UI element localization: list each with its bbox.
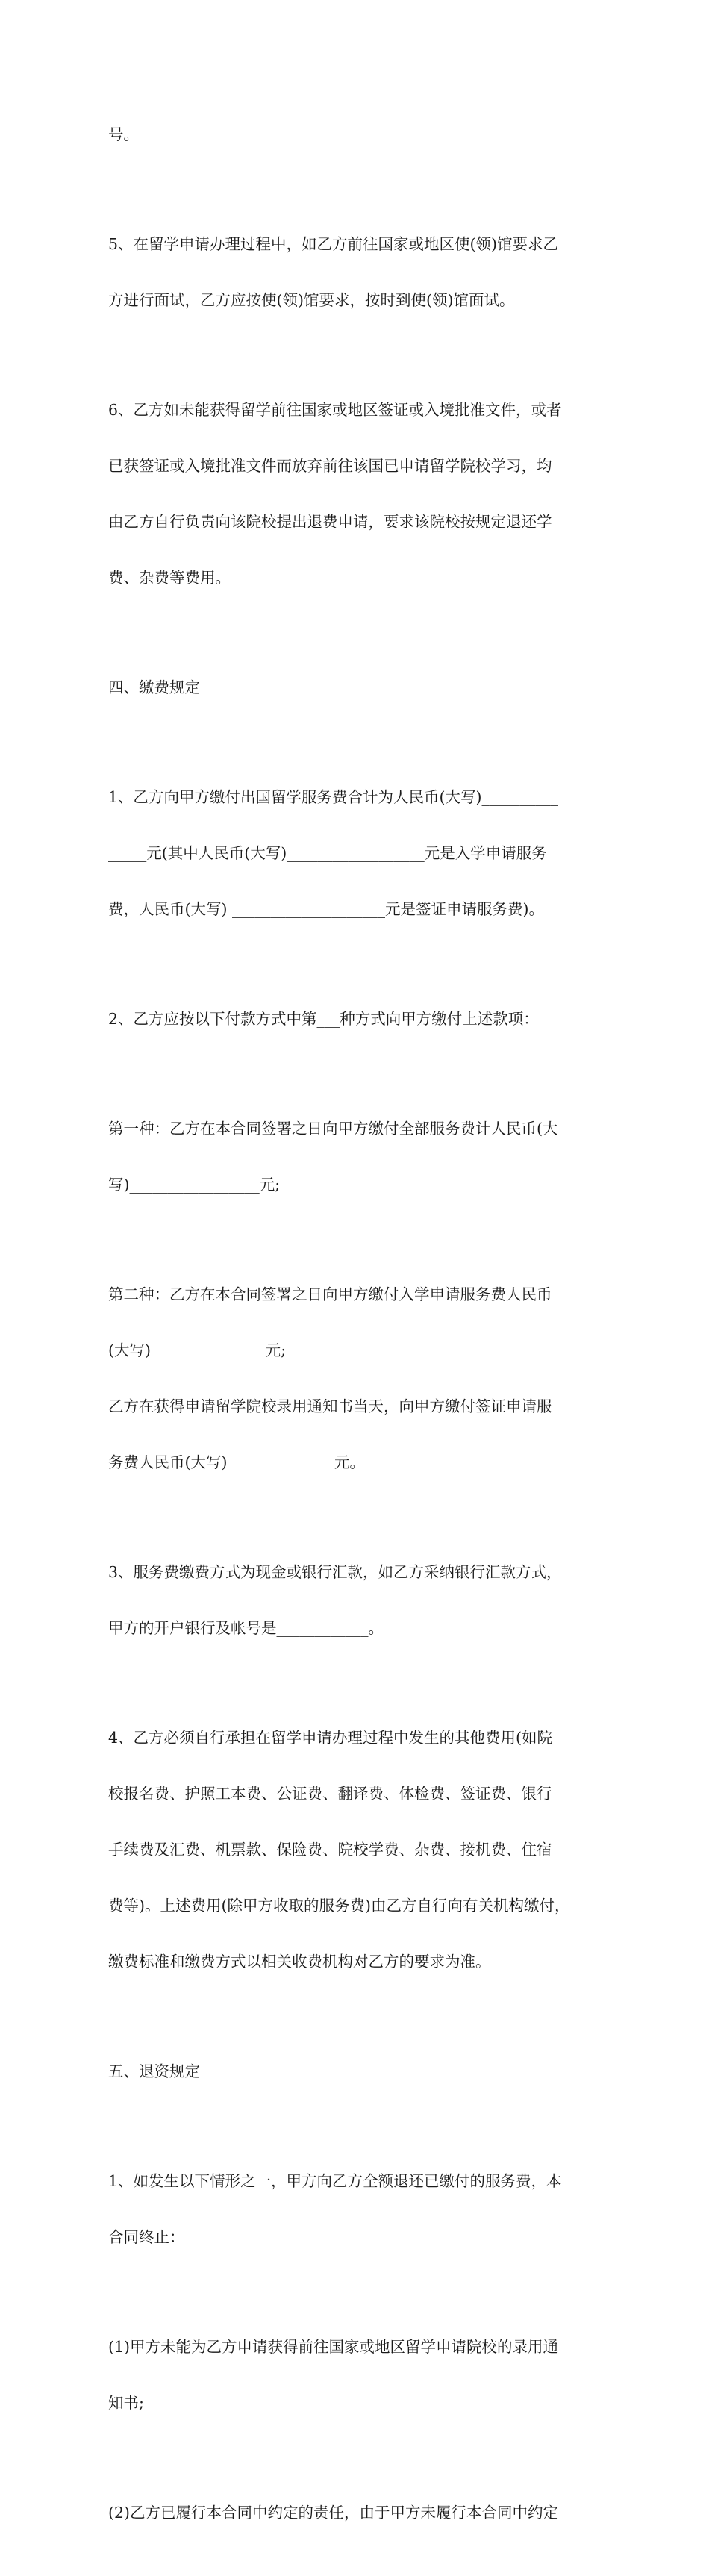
text-line: 手续费及汇费、机票款、保险费、院校学费、杂费、接机费、住宿 (108, 1841, 552, 1859)
text-line: 4、乙方必须自行承担在留学申请办理过程中发生的其他费用(如院 (108, 1729, 553, 1747)
text-line: 费、杂费等费用。 (108, 569, 231, 587)
heading-text: 四、缴费规定 (108, 679, 200, 696)
text-line: 缴费标准和缴费方式以相关收费机构对乙方的要求为准。 (108, 1953, 491, 1971)
clause-5 (108, 198, 608, 347)
payment-clause-1 (108, 751, 608, 956)
text-line: 2、乙方应按以下付款方式中第___种方式向甲方缴付上述款项： (108, 1010, 539, 1028)
text-line: (1)甲方未能为乙方申请获得前往国家或地区留学申请院校的录用通 (108, 2338, 559, 2356)
text-line: 方进行面试，乙方应按使(领)馆要求，按时到使(领)馆面试。 (108, 291, 515, 309)
text-line: 1、乙方向甲方缴付出国留学服务费合计为人民币(大写)__________ (108, 788, 559, 806)
text-line: 合同终止： (108, 2228, 185, 2246)
text-line: 第二种：乙方在本合同签署之日向甲方缴付入学申请服务费人民币 (108, 1285, 552, 1303)
text-line: 6、乙方如未能获得留学前往国家或地区签证或入境批准文件，或者 (108, 401, 562, 419)
text-line: 乙方在获得申请留学院校录用通知书当天，向甲方缴付签证申请服 (108, 1397, 552, 1415)
refund-clause-1 (108, 2135, 608, 2284)
heading-text: 五、退资规定 (108, 2062, 200, 2080)
text-line: 费，人民币(大写) ____________________元是签证申请服务费)。 (108, 900, 545, 918)
text-line: _____元(其中人民币(大写)__________________元是入学申请服务 (108, 844, 547, 862)
text-line: 已获签证或入境批准文件而放弃前往该国已申请留学院校学习，均 (108, 457, 552, 475)
text-line: 校报名费、护照工本费、公证费、翻译费、体检费、签证费、银行 (108, 1785, 552, 1803)
payment-clause-2 (108, 973, 608, 1066)
text-line: 5、在留学申请办理过程中，如乙方前往国家或地区使(领)馆要求乙 (108, 235, 559, 253)
text-line: 务费人民币(大写)______________元。 (108, 1453, 365, 1471)
document-page (108, 88, 608, 2576)
text-line: 知书; (108, 2394, 144, 2412)
section-heading-payment (108, 641, 608, 735)
text-line: 由乙方自行负责向该院校提出退费申请，要求该院校按规定退还学 (108, 513, 552, 531)
refund-item-2 (108, 2466, 608, 2560)
payment-clause-4 (108, 1691, 608, 2009)
paragraph-fragment (108, 88, 608, 181)
refund-item-1 (108, 2301, 608, 2450)
text-line: (2)乙方已履行本合同中约定的责任，由于甲方未履行本合同中约定 (108, 2504, 559, 2522)
text-line: 第一种：乙方在本合同签署之日向甲方缴付全部服务费计人民币(大 (108, 1120, 558, 1138)
text-line: (大写)_______________元; (108, 1341, 287, 1359)
text-line: 费等)。上述费用(除甲方收取的服务费)由乙方自行向有关机构缴付， (108, 1897, 570, 1915)
text-line: 甲方的开户银行及帐号是____________。 (108, 1619, 384, 1637)
clause-6 (108, 364, 608, 625)
payment-method-1 (108, 1082, 608, 1232)
section-heading-refund (108, 2025, 608, 2118)
text-line: 3、服务费缴费方式为现金或银行汇款，如乙方采纳银行汇款方式， (108, 1563, 562, 1581)
text-line: 写)_________________元; (108, 1176, 281, 1194)
text-line: 1、如发生以下情形之一，甲方向乙方全额退还已缴付的服务费，本 (108, 2172, 562, 2190)
payment-clause-3 (108, 1526, 608, 1675)
payment-method-2 (108, 1248, 608, 1509)
text-line: 号。 (108, 125, 139, 143)
